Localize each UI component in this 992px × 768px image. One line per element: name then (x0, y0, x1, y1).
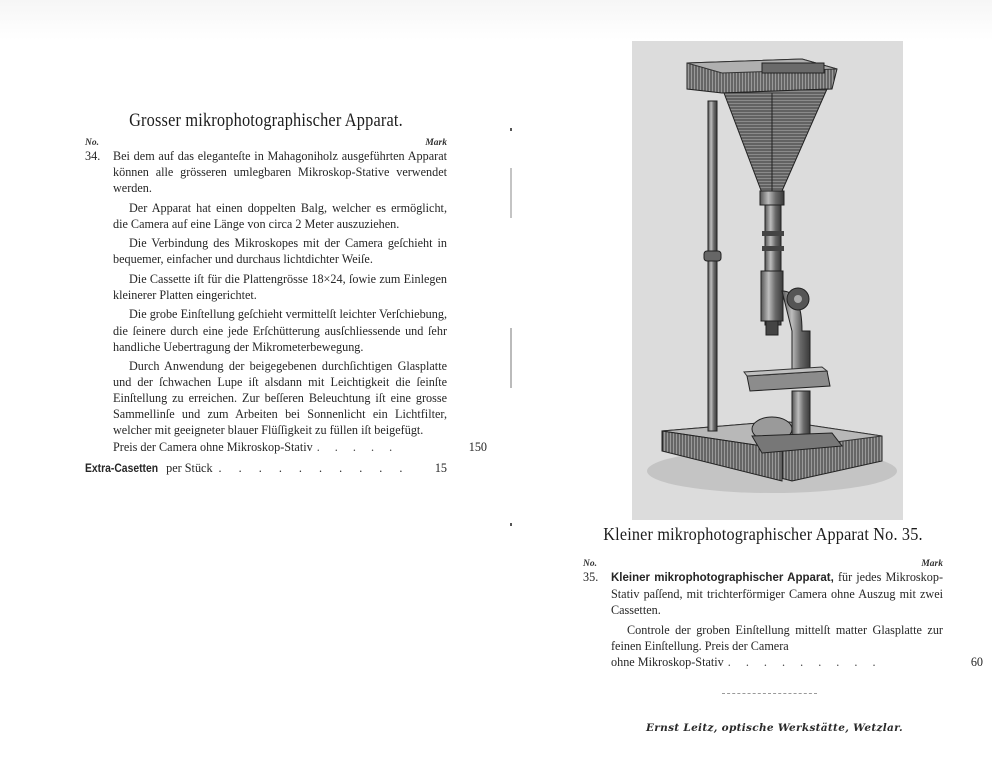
section-title: Grosser mikrophotographischer Apparat. (129, 110, 403, 131)
pillar (792, 391, 810, 436)
price-value: 150 (468, 439, 487, 454)
column-headers (85, 138, 447, 148)
price-value: 60 (970, 654, 983, 669)
entry-number: 34. (85, 149, 101, 163)
gutter-marks (510, 128, 513, 528)
tube-collar (760, 191, 784, 205)
price-line (611, 654, 983, 670)
extra-item-price: 15 (434, 460, 447, 475)
support-rod (708, 101, 717, 431)
entry-number: 35. (583, 570, 599, 584)
price-line (113, 439, 487, 455)
column-header-price: Mark (921, 559, 943, 569)
entry-paragraph: Controle der groben Einſtellung mittelſt matter Glasplatte zur feinen Einſtellung. Preis der Camera (611, 622, 943, 653)
right-page (583, 524, 983, 670)
column-header-no: No. (85, 138, 99, 148)
funnel-camera (724, 89, 827, 193)
rod-clamp (704, 251, 721, 261)
entry-paragraph: Bei dem auf das eleganteſte in Mahagoniholz ausgeführten Apparat können alle grösseren umlegbaren Mikroskop-Stative verwendet werden. (113, 149, 447, 196)
extra-item-line (85, 461, 447, 476)
illustration-caption: Kleiner mikrophotographischer Apparat No. 35. (603, 524, 923, 544)
catalog-entry (583, 569, 983, 670)
entry-body (113, 148, 487, 455)
entry-paragraph: Die Cassette iſt für die Plattengrösse 18×24, ſowie zum Einlegen kleinerer Platten eingerichtet. (113, 271, 447, 302)
column-headers (583, 559, 943, 569)
catalog-entry (85, 148, 487, 455)
entry-paragraph: Durch Anwendung der beigegebenen durchſichtigen Glasplatte und der ſchwachen Lupe iſt alsdann mit Leichtigkeit die ſeinſte Einſtellung zu erreichen. Zur beſſeren Beleuchtung iſt eine grosse Sammellinſe und zum Arbeiten bei Sonnenlicht ein Lichtfilter, welcher mit geeigneter blauer Flüſſigkeit zu füllen iſt beigefügt. (113, 359, 447, 438)
objective (766, 321, 778, 335)
extra-item-leader: . . . . . . . . . . (218, 460, 410, 475)
product-description: für jedes Mikroskop-Stativ paſſend, mit trichterförmiger Camera ohne Auszug mit zwei Cassetten. (611, 570, 943, 618)
microscope-camera-engraving (632, 41, 903, 520)
publisher-footer: Ernst Leitz, optische Werkstätte, Wetzlar. (646, 722, 903, 734)
entry-paragraph: Die grobe Einſtellung geſchieht vermittelſt leichter Verſchiebung, die ſeinere durch eine jede Erſchütterung ausſchliessende und ſehr handliche Uebertragung der Mikrometerbewegung. (113, 307, 447, 354)
extra-item-unit: per Stück (166, 460, 213, 475)
entry-body (611, 569, 983, 670)
entry-paragraph: Der Apparat hat einen doppelten Balg, welcher es ermöglicht, die Camera auf eine Länge von circa 2 Meter auszuziehen. (113, 200, 447, 231)
price-label: Preis der Camera ohne Mikroskop-Stativ (113, 439, 313, 454)
entry-paragraph (611, 569, 943, 618)
extra-item-name: Extra-Casetten (85, 462, 159, 475)
price-leader: . . . . . . . . . (727, 654, 882, 669)
column-header-no: No. (583, 559, 597, 569)
price-label: ohne Mikroskop-Stativ (611, 654, 724, 669)
product-name: Kleiner mikrophotographischer Apparat, (611, 572, 834, 584)
left-page (85, 110, 487, 476)
divider-rule (722, 693, 817, 695)
entry-paragraph: Die Verbindung des Mikroskopes mit der Camera geſchieht in bequemer, einfacher und durchaus lichtdichter Weiſe. (113, 236, 447, 267)
apparatus-illustration (632, 41, 903, 520)
price-leader: . . . . . (316, 439, 399, 454)
scan-edge (0, 0, 992, 40)
column-header-price: Mark (425, 138, 447, 148)
